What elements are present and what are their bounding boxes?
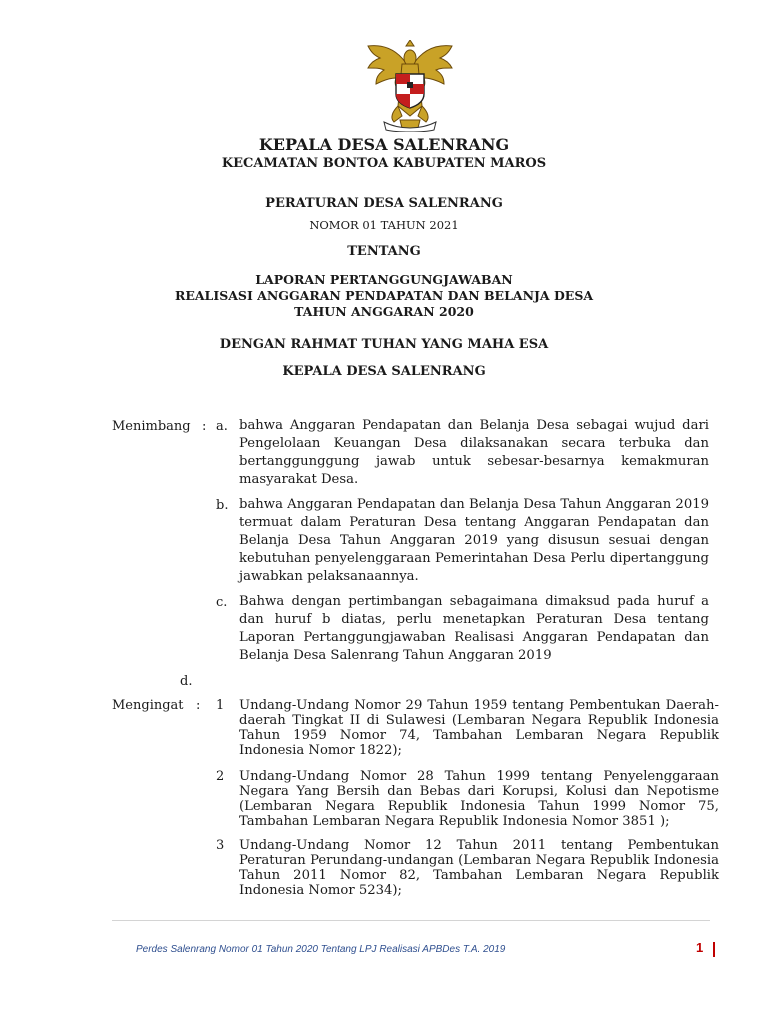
about-heading: TENTANG (347, 244, 421, 259)
official-title: KEPALA DESA SALENRANG (282, 364, 486, 379)
page-number-bar (713, 942, 715, 957)
item-marker: d. (180, 674, 193, 689)
issuer-title: KEPALA DESA SALENRANG (258, 135, 510, 154)
mengingat-item-2: Undang-Undang Nomor 28 Tahun 1999 tentang Penyelenggaraan Negara Yang Bersih dan Bebas dari Korupsi, Kolusi dan Nepotisme (Lembaran Negara Republik Indonesia Tahun 1999 Nomor 75, Tambahan Lembaran Negara Republik Indonesia Nomor 3851 ); (239, 769, 719, 829)
menimbang-item-b: bahwa Anggaran Pendapatan dan Belanja Desa Tahun Anggaran 2019 termuat dalam Peraturan Desa tentang Anggaran Pendapatan dan Belanja Desa Tahun Anggaran 2019 yang disusun sesuai dengan kebutuhan penyelenggaraan Pemerintahan Desa Perlu dipertanggung jawabkan pelaksanaannya. (239, 497, 709, 584)
menimbang-item-c: Bahwa dengan pertimbangan sebagaimana dimaksud pada huruf a dan huruf b diatas, perlu menetapkan Peraturan Desa tentang Laporan Pertanggungjawaban Realisasi Anggaran Pendapatan dan Belanja Desa Salenrang Tahun Anggaran 2019 (239, 594, 709, 663)
item-marker: 1 (216, 698, 225, 713)
subject-line: REALISASI ANGGARAN PENDAPATAN DAN BELANJA DESA (174, 288, 594, 303)
footer-text: Perdes Salenrang Nomor 01 Tahun 2020 Tentang LPJ Realisasi APBDes T.A. 2019 (136, 944, 506, 955)
menimbang-label: Menimbang (112, 419, 191, 434)
issuer-subtitle: KECAMATAN BONTOA KABUPATEN MAROS (221, 156, 547, 171)
mengingat-item-3: Undang-Undang Nomor 12 Tahun 2011 tentang Pembentukan Peraturan Perundang-undangan (Lembaran Negara Republik Indonesia Tahun 2011 Nomor 82, Tambahan Lembaran Negara Republik Indonesia Nomor 5234); (239, 838, 719, 898)
mengingat-item-1: Undang-Undang Nomor 29 Tahun 1959 tentang Pembentukan Daerah-daerah Tingkat II di Sulawesi (Lembaran Negara Republik Indonesia Tahun 1959 Nomor 74, Tambahan Lembaran Negara Republik Indonesia Nomor 1822); (239, 698, 719, 758)
garuda-pancasila-emblem (362, 40, 458, 132)
menimbang-colon: : (202, 419, 207, 434)
item-marker: a. (216, 419, 228, 434)
item-marker: 2 (216, 769, 225, 784)
item-marker: 3 (216, 838, 225, 853)
item-marker: c. (216, 595, 228, 610)
page-number: 1 (696, 940, 704, 955)
footer-divider (112, 920, 710, 921)
subject-line: LAPORAN PERTANGGUNGJAWABAN (255, 272, 513, 287)
regulation-number: NOMOR 01 TAHUN 2021 (309, 218, 459, 232)
mengingat-label: Mengingat (112, 698, 184, 713)
item-marker: b. (216, 498, 229, 513)
blessing-line: DENGAN RAHMAT TUHAN YANG MAHA ESA (219, 337, 549, 352)
mengingat-colon: : (196, 698, 201, 713)
menimbang-item-a: bahwa Anggaran Pendapatan dan Belanja Desa sebagai wujud dari Pengelolaan Keuangan Desa dilaksanakan secara terbuka dan bertanggunggung jawab untuk sebesar-besarnya kemakmuran masyarakat Desa. (239, 418, 709, 487)
regulation-title: PERATURAN DESA SALENRANG (265, 196, 503, 211)
subject-line: TAHUN ANGGARAN 2020 (294, 304, 474, 319)
